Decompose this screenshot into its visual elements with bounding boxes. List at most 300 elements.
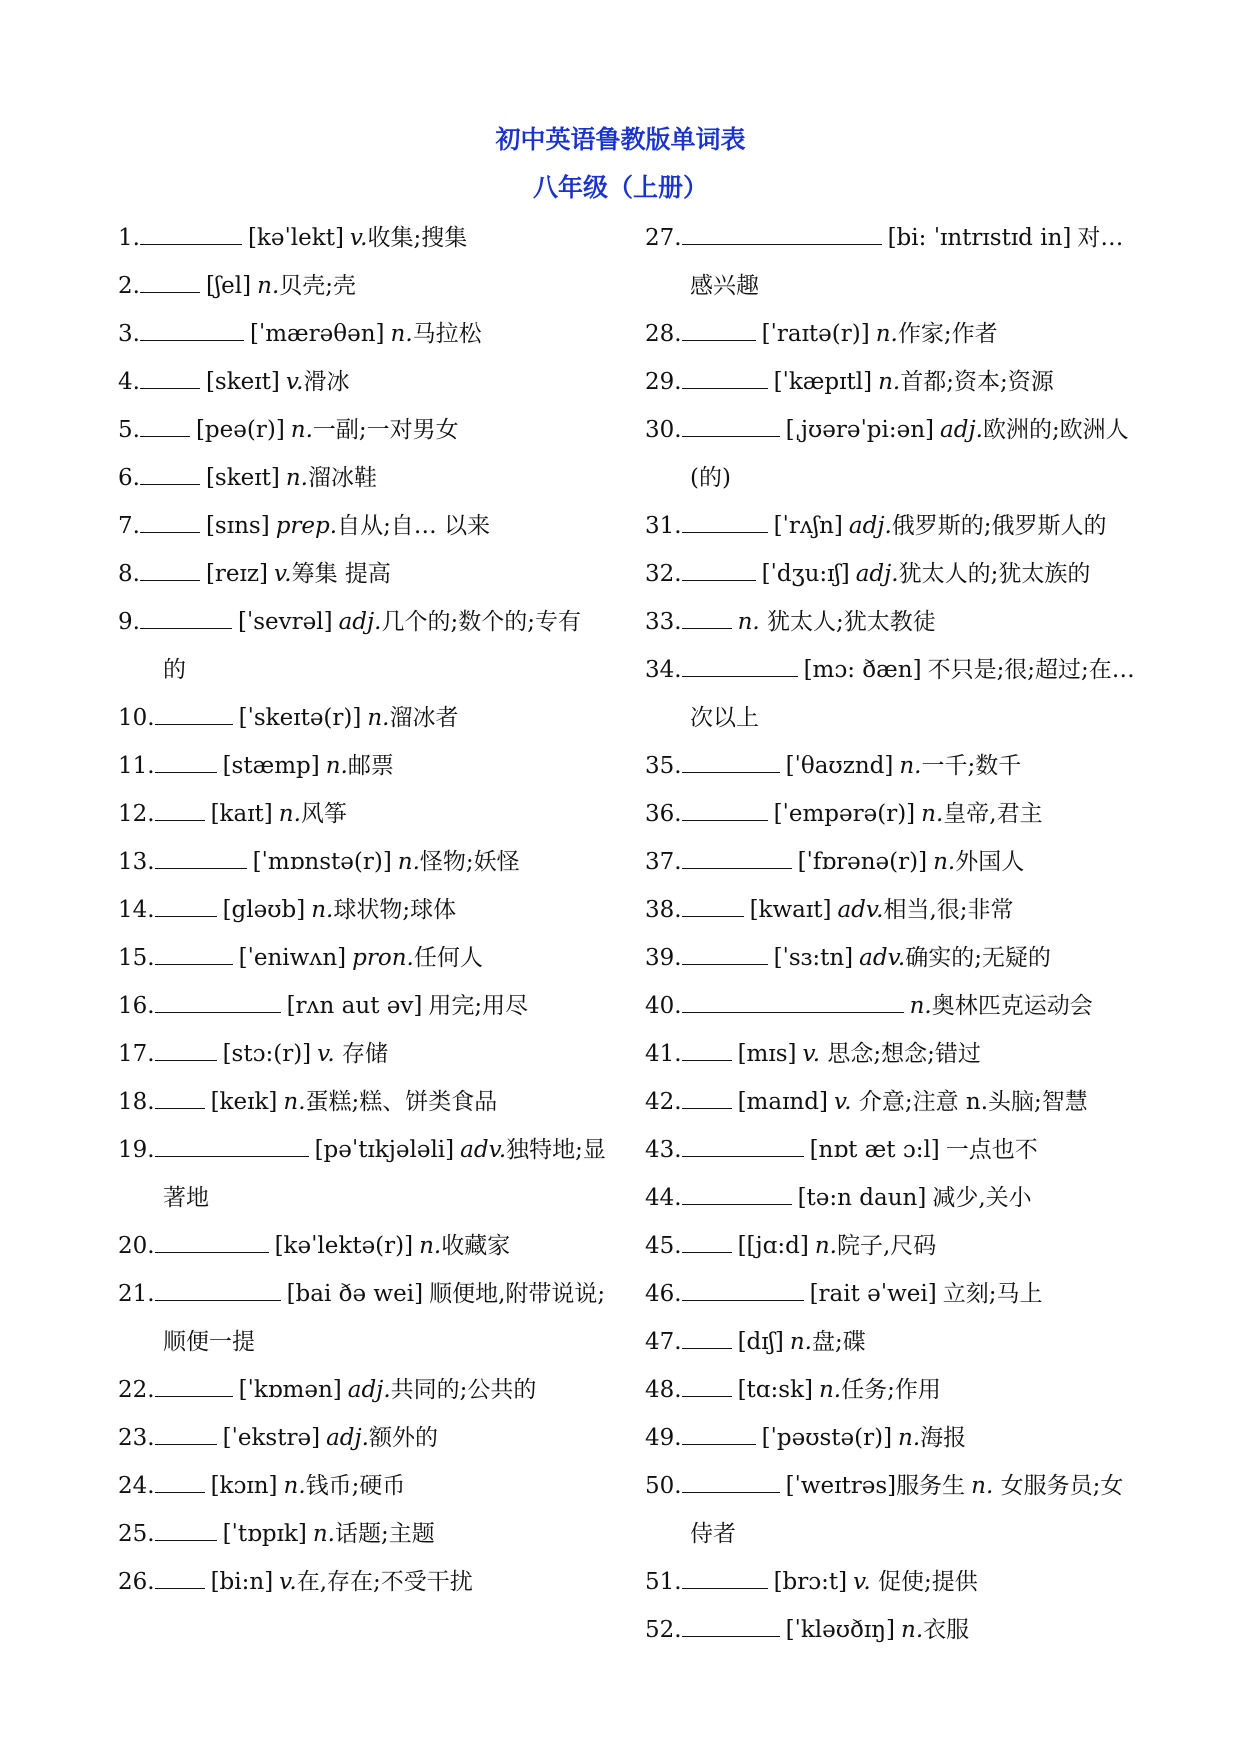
meaning: 用完;用尽 — [428, 993, 529, 1019]
phonetic: [ˈkɒmən] — [238, 1377, 342, 1403]
answer-blank[interactable] — [155, 896, 217, 917]
meaning: 作家;作者 — [897, 321, 998, 347]
phonetic: [ˈsɜ:tn] — [773, 945, 854, 971]
answer-blank[interactable] — [682, 224, 882, 245]
answer-blank[interactable] — [155, 752, 217, 773]
meaning: 顺便地,附带说说; — [429, 1281, 606, 1307]
meaning: 额外的 — [368, 1425, 438, 1451]
entry-number: 39. — [645, 945, 682, 971]
vocab-entry — [118, 694, 618, 742]
entry-number: 45. — [645, 1233, 682, 1259]
meaning: 思念;想念;错过 — [820, 1041, 981, 1067]
phonetic: [ˈweɪtrəs]服务生 — [785, 1473, 966, 1499]
phonetic: [bi: ˈɪntrɪstɪd in] — [887, 225, 1072, 251]
phonetic: [kaɪt] — [210, 801, 273, 827]
meaning: 任何人 — [413, 945, 483, 971]
entry-number: 30. — [645, 417, 682, 443]
phonetic: [rʌn aut əv] — [286, 993, 423, 1019]
part-of-speech: n. — [283, 1089, 306, 1115]
phonetic: [stɔ:(r)] — [222, 1041, 312, 1067]
vocab-entry — [118, 886, 618, 934]
answer-blank[interactable] — [682, 1424, 756, 1445]
vocab-entry — [118, 742, 618, 790]
part-of-speech: n. — [397, 849, 420, 875]
phonetic: [ˈkæpɪtl] — [773, 369, 873, 395]
part-of-speech: adj. — [326, 1425, 369, 1451]
answer-blank[interactable] — [155, 1088, 205, 1109]
phonetic: [ˈkləʊðɪŋ] — [785, 1617, 896, 1643]
meaning: 减少,关小 — [932, 1185, 1032, 1211]
phonetic: [sɪns] — [205, 513, 270, 539]
meaning: 衣服 — [923, 1617, 970, 1643]
vocab-entry — [118, 1126, 618, 1174]
part-of-speech: n. — [899, 753, 922, 779]
meaning: 犹太人的;犹太族的 — [898, 561, 1091, 587]
meaning: 相当,很;非常 — [883, 897, 1014, 923]
phonetic: [mɔ: ðæn] — [803, 657, 922, 683]
part-of-speech: n. — [312, 1521, 335, 1547]
part-of-speech: n. — [283, 1473, 306, 1499]
meaning: 话题;主题 — [334, 1521, 435, 1547]
phonetic: [ˌjʊərəˈpi:ən] — [785, 417, 935, 443]
phonetic: [ˈpəʊstə(r)] — [761, 1425, 893, 1451]
phonetic: [mɪs] — [737, 1041, 797, 1067]
entry-number: 20. — [118, 1233, 155, 1259]
entry-number: 28. — [645, 321, 682, 347]
meaning: 怪物;妖怪 — [419, 849, 520, 875]
answer-blank[interactable] — [155, 1376, 233, 1397]
part-of-speech: adj. — [848, 513, 892, 539]
entry-number: 2. — [118, 273, 140, 299]
entry-number: 44. — [645, 1185, 682, 1211]
phonetic: [kɔɪn] — [210, 1473, 278, 1499]
vocab-entry — [118, 214, 618, 262]
answer-blank[interactable] — [682, 1184, 792, 1205]
vocab-entry — [118, 598, 618, 646]
meaning: 院子,尺码 — [836, 1233, 937, 1259]
vocab-entry — [645, 1126, 1125, 1174]
entry-number: 26. — [118, 1569, 155, 1595]
phonetic: [bai ðə wei] — [286, 1281, 424, 1307]
part-of-speech: adj. — [940, 417, 983, 443]
meaning: 确实的;无疑的 — [905, 945, 1051, 971]
answer-blank[interactable] — [682, 848, 792, 869]
entry-number: 51. — [645, 1569, 682, 1595]
vocab-entry — [118, 838, 618, 886]
answer-blank[interactable] — [155, 1424, 217, 1445]
part-of-speech: v. — [273, 561, 292, 587]
entry-number: 34. — [645, 657, 682, 683]
entry-number: 6. — [118, 465, 140, 491]
vocab-entry — [645, 310, 1125, 358]
answer-blank[interactable] — [682, 320, 756, 341]
vocab-entry — [118, 934, 618, 982]
answer-blank[interactable] — [155, 1568, 205, 1589]
answer-blank[interactable] — [155, 1520, 217, 1541]
vocab-entry — [645, 550, 1125, 598]
part-of-speech: n. — [257, 273, 280, 299]
entry-number: 40. — [645, 993, 682, 1019]
phonetic: [keɪk] — [210, 1089, 278, 1115]
answer-blank[interactable] — [682, 1232, 732, 1253]
left-column — [118, 214, 618, 1606]
entry-number: 15. — [118, 945, 155, 971]
phonetic: [pəˈtɪkjələli] — [314, 1137, 455, 1163]
entry-number: 9. — [118, 609, 140, 635]
vocab-entry — [118, 1030, 618, 1078]
vocab-entry — [118, 1510, 618, 1558]
answer-blank[interactable] — [140, 464, 200, 485]
phonetic: [ˈskeɪtə(r)] — [238, 705, 362, 731]
answer-blank[interactable] — [682, 800, 768, 821]
phonetic: [ˈθaʊznd] — [785, 753, 894, 779]
entry-number: 11. — [118, 753, 155, 779]
part-of-speech: n. — [814, 1233, 837, 1259]
vocab-entry — [645, 406, 1129, 454]
part-of-speech: n. — [737, 609, 760, 635]
entry-number: 23. — [118, 1425, 155, 1451]
answer-blank[interactable] — [155, 800, 205, 821]
phonetic: [ˈmærəθən] — [249, 321, 385, 347]
entry-number: 18. — [118, 1089, 155, 1115]
meaning: 筹集 提高 — [291, 561, 391, 587]
vocab-entry — [645, 934, 1125, 982]
answer-blank[interactable] — [682, 416, 780, 437]
vocab-entry — [118, 550, 618, 598]
entry-number: 31. — [645, 513, 682, 539]
answer-blank[interactable] — [682, 608, 732, 629]
meaning: 皇帝,君主 — [943, 801, 1043, 827]
entry-number: 17. — [118, 1041, 155, 1067]
vocab-entry — [645, 502, 1125, 550]
meaning: 蛋糕;糕、饼类食品 — [305, 1089, 498, 1115]
page-subtitle: 八年级（上册） — [532, 173, 708, 202]
meaning: 促使;提供 — [870, 1569, 978, 1595]
entry-number: 46. — [645, 1281, 682, 1307]
entry-number: 49. — [645, 1425, 682, 1451]
meaning-continuation: 次以上 — [690, 705, 759, 731]
phonetic: [tə:n daun] — [797, 1185, 927, 1211]
part-of-speech: v. — [349, 225, 368, 251]
entry-number: 5. — [118, 417, 140, 443]
phonetic: [kwaɪt] — [749, 897, 832, 923]
entry-number: 33. — [645, 609, 682, 635]
answer-blank[interactable] — [155, 1472, 205, 1493]
entry-number: 14. — [118, 897, 155, 923]
entry-number: 4. — [118, 369, 140, 395]
vocab-entry — [118, 502, 618, 550]
phonetic: [rait əˈwei] — [809, 1281, 937, 1307]
answer-blank[interactable] — [682, 1568, 768, 1589]
entry-number: 50. — [645, 1473, 682, 1499]
part-of-speech: n. — [278, 801, 301, 827]
part-of-speech: n. — [290, 417, 313, 443]
entry-number: 1. — [118, 225, 140, 251]
entry-number: 12. — [118, 801, 155, 827]
meaning: 马拉松 — [412, 321, 482, 347]
part-of-speech: n. — [285, 465, 308, 491]
vocab-entry — [645, 598, 1125, 646]
answer-blank[interactable] — [682, 1472, 780, 1493]
part-of-speech: n. — [933, 849, 956, 875]
part-of-speech: v. — [833, 1089, 852, 1115]
phonetic: [kəˈlekt] — [247, 225, 344, 251]
entry-number: 43. — [645, 1137, 682, 1163]
part-of-speech: n. — [390, 321, 413, 347]
part-of-speech: n. — [875, 321, 898, 347]
vocab-entry — [645, 1222, 1125, 1270]
entry-number: 48. — [645, 1377, 682, 1403]
entry-number: 7. — [118, 513, 140, 539]
meaning: 收藏家 — [441, 1233, 511, 1259]
part-of-speech: n. — [818, 1377, 842, 1403]
part-of-speech: n. — [971, 1473, 994, 1499]
phonetic: [kəˈlektə(r)] — [274, 1233, 414, 1259]
part-of-speech: n. — [789, 1329, 812, 1355]
meaning: 独特地;显 — [506, 1137, 606, 1163]
part-of-speech: adj. — [347, 1377, 391, 1403]
vocab-entry — [118, 1462, 618, 1510]
answer-blank[interactable] — [682, 1328, 732, 1349]
entry-number: 32. — [645, 561, 682, 587]
vocab-entry — [645, 742, 1125, 790]
meaning: 一点也不 — [945, 1137, 1038, 1163]
vocab-entry — [118, 406, 618, 454]
part-of-speech: adv. — [460, 1137, 507, 1163]
phonetic: [brɔ:t] — [773, 1569, 848, 1595]
vocab-entry — [645, 646, 1135, 694]
meaning: 介意;注意 n.头脑;智慧 — [851, 1089, 1088, 1115]
meaning: 共同的;公共的 — [390, 1377, 537, 1403]
answer-blank[interactable] — [682, 752, 780, 773]
phonetic: [reɪz] — [205, 561, 268, 587]
phonetic: [ˈrʌʃn] — [773, 513, 843, 539]
part-of-speech: n. — [311, 897, 334, 923]
answer-blank[interactable] — [140, 608, 232, 629]
entry-number: 21. — [118, 1281, 155, 1307]
vocab-entry — [645, 886, 1125, 934]
meaning: 任务;作用 — [841, 1377, 941, 1403]
part-of-speech: n. — [921, 801, 944, 827]
vocab-entry — [118, 1222, 618, 1270]
vocab-entry — [118, 982, 618, 1030]
answer-blank[interactable] — [682, 1376, 732, 1397]
phonetic: [dɪʃ] — [737, 1329, 784, 1355]
vocab-entry — [645, 358, 1125, 406]
part-of-speech: n. — [901, 1617, 924, 1643]
part-of-speech: adv. — [859, 945, 906, 971]
phonetic: [[jɑ:d] — [737, 1233, 809, 1259]
answer-blank[interactable] — [682, 1616, 780, 1637]
answer-blank[interactable] — [155, 1232, 269, 1253]
part-of-speech: n. — [898, 1425, 921, 1451]
meaning: 俄罗斯的;俄罗斯人的 — [891, 513, 1107, 539]
entry-number: 8. — [118, 561, 140, 587]
part-of-speech: pron. — [352, 945, 414, 971]
answer-blank[interactable] — [155, 1280, 281, 1301]
meaning-continuation: 的 — [163, 657, 186, 683]
meaning: 溜冰鞋 — [307, 465, 377, 491]
meaning-continuation: 著地 — [163, 1185, 209, 1211]
phonetic: [stæmp] — [222, 753, 320, 779]
phonetic: [ˈempərə(r)] — [773, 801, 916, 827]
entry-number: 37. — [645, 849, 682, 875]
phonetic: [bi:n] — [210, 1569, 274, 1595]
right-column — [645, 214, 1135, 1654]
vocab-entry — [645, 1414, 1125, 1462]
answer-blank[interactable] — [682, 992, 904, 1013]
meaning: 溜冰者 — [389, 705, 459, 731]
answer-blank[interactable] — [140, 224, 242, 245]
answer-blank[interactable] — [682, 1136, 804, 1157]
answer-blank[interactable] — [682, 1088, 732, 1109]
meaning: 犹太人;犹太教徒 — [759, 609, 936, 635]
meaning: 奥林匹克运动会 — [931, 993, 1093, 1019]
answer-blank[interactable] — [155, 1040, 217, 1061]
part-of-speech: n. — [878, 369, 901, 395]
entry-number: 19. — [118, 1137, 155, 1163]
answer-blank[interactable] — [682, 1280, 804, 1301]
part-of-speech: v. — [317, 1041, 335, 1067]
answer-blank[interactable] — [682, 1040, 732, 1061]
answer-blank[interactable] — [682, 560, 756, 581]
answer-blank[interactable] — [155, 848, 247, 869]
entry-number: 13. — [118, 849, 155, 875]
answer-blank[interactable] — [682, 944, 768, 965]
entry-number: 29. — [645, 369, 682, 395]
phonetic: [ˈfɒrənə(r)] — [797, 849, 928, 875]
vocab-entry — [645, 1366, 1125, 1414]
meaning: 立刻;马上 — [942, 1281, 1043, 1307]
meaning: 存储 — [334, 1041, 389, 1067]
vocab-entry — [118, 262, 618, 310]
vocab-entry — [118, 454, 618, 502]
vocab-entry — [118, 358, 618, 406]
vocab-entry — [645, 1078, 1125, 1126]
vocab-entry — [118, 1078, 618, 1126]
entry-number: 36. — [645, 801, 682, 827]
part-of-speech: n. — [909, 993, 932, 1019]
meaning: 一副;一对男女 — [312, 417, 459, 443]
meaning: 盘;碟 — [811, 1329, 866, 1355]
answer-blank[interactable] — [155, 704, 233, 725]
phonetic: [ˈsevrəl] — [237, 609, 333, 635]
phonetic: [skeɪt] — [205, 465, 280, 491]
meaning: 对… — [1077, 225, 1124, 251]
entry-number: 10. — [118, 705, 155, 731]
meaning: 欧洲的;欧洲人 — [982, 417, 1129, 443]
answer-blank[interactable] — [140, 368, 200, 389]
meaning: 一千;数千 — [921, 753, 1022, 779]
part-of-speech: n. — [325, 753, 348, 779]
phonetic: [ˈmɒnstə(r)] — [252, 849, 392, 875]
part-of-speech: adj. — [338, 609, 382, 635]
entry-number: 16. — [118, 993, 155, 1019]
meaning: 首都;资本;资源 — [900, 369, 1054, 395]
vocab-entry — [118, 1270, 618, 1318]
phonetic: [nɒt æt ɔ:l] — [809, 1137, 940, 1163]
part-of-speech: v. — [802, 1041, 821, 1067]
meaning: 在,存在;不受干扰 — [296, 1569, 473, 1595]
meaning: 女服务员;女 — [993, 1473, 1124, 1499]
vocab-entry — [645, 1606, 1125, 1654]
answer-blank[interactable] — [155, 944, 233, 965]
part-of-speech: adv. — [837, 897, 884, 923]
answer-blank[interactable] — [140, 560, 200, 581]
answer-blank[interactable] — [682, 512, 768, 533]
entry-number: 52. — [645, 1617, 682, 1643]
part-of-speech: n. — [367, 705, 390, 731]
entry-number: 47. — [645, 1329, 682, 1355]
answer-blank[interactable] — [155, 992, 281, 1013]
meaning-continuation: 顺便一提 — [163, 1329, 255, 1355]
meaning: 几个的;数个的;专有 — [381, 609, 581, 635]
vocab-entry — [645, 790, 1125, 838]
meaning-continuation: (的) — [690, 465, 731, 491]
meaning: 外国人 — [955, 849, 1025, 875]
answer-blank[interactable] — [140, 416, 190, 437]
phonetic: [ˈekstrə] — [222, 1425, 321, 1451]
vocab-entry — [645, 1270, 1125, 1318]
answer-blank[interactable] — [682, 896, 744, 917]
answer-blank[interactable] — [140, 272, 200, 293]
part-of-speech: v. — [285, 369, 304, 395]
entry-number: 27. — [645, 225, 682, 251]
phonetic: [ˈeniwʌn] — [238, 945, 347, 971]
phonetic: [skeɪt] — [205, 369, 280, 395]
vocab-entry — [645, 1462, 1125, 1510]
vocab-entry — [645, 1174, 1125, 1222]
meaning-continuation: 侍者 — [690, 1521, 736, 1547]
vocab-entry — [645, 1318, 1125, 1366]
entry-number: 41. — [645, 1041, 682, 1067]
phonetic: [ʃel] — [205, 273, 252, 299]
entry-number: 3. — [118, 321, 140, 347]
answer-blank[interactable] — [682, 656, 798, 677]
phonetic: [ˈdʒu:ɪʃ] — [761, 561, 850, 587]
answer-blank[interactable] — [155, 1136, 309, 1157]
part-of-speech: n. — [419, 1233, 442, 1259]
vocab-entry — [118, 1414, 618, 1462]
vocab-entry — [645, 214, 1125, 262]
meaning: 风筝 — [300, 801, 347, 827]
entry-number: 22. — [118, 1377, 155, 1403]
part-of-speech: v. — [853, 1569, 871, 1595]
phonetic: [ˈraɪtə(r)] — [761, 321, 870, 347]
page-title: 初中英语鲁教版单词表 — [495, 125, 746, 154]
phonetic: [gləʊb] — [222, 897, 306, 923]
vocab-entry — [118, 1366, 618, 1414]
meaning: 海报 — [920, 1425, 967, 1451]
entry-number: 35. — [645, 753, 682, 779]
meaning: 自从;自… 以来 — [337, 513, 491, 539]
entry-number: 38. — [645, 897, 682, 923]
answer-blank[interactable] — [140, 512, 200, 533]
answer-blank[interactable] — [682, 368, 768, 389]
meaning: 收集;搜集 — [367, 225, 468, 251]
vocab-entry — [645, 1558, 1125, 1606]
phonetic: [ˈtɒpɪk] — [222, 1521, 307, 1547]
vocab-entry — [645, 1030, 1125, 1078]
meaning-continuation: 感兴趣 — [690, 273, 759, 299]
entry-number: 42. — [645, 1089, 682, 1115]
vocab-entry — [645, 982, 1125, 1030]
answer-blank[interactable] — [140, 320, 244, 341]
part-of-speech: adj. — [855, 561, 899, 587]
vocab-entry — [118, 1558, 618, 1606]
vocab-entry — [118, 790, 618, 838]
phonetic: [maɪnd] — [737, 1089, 828, 1115]
